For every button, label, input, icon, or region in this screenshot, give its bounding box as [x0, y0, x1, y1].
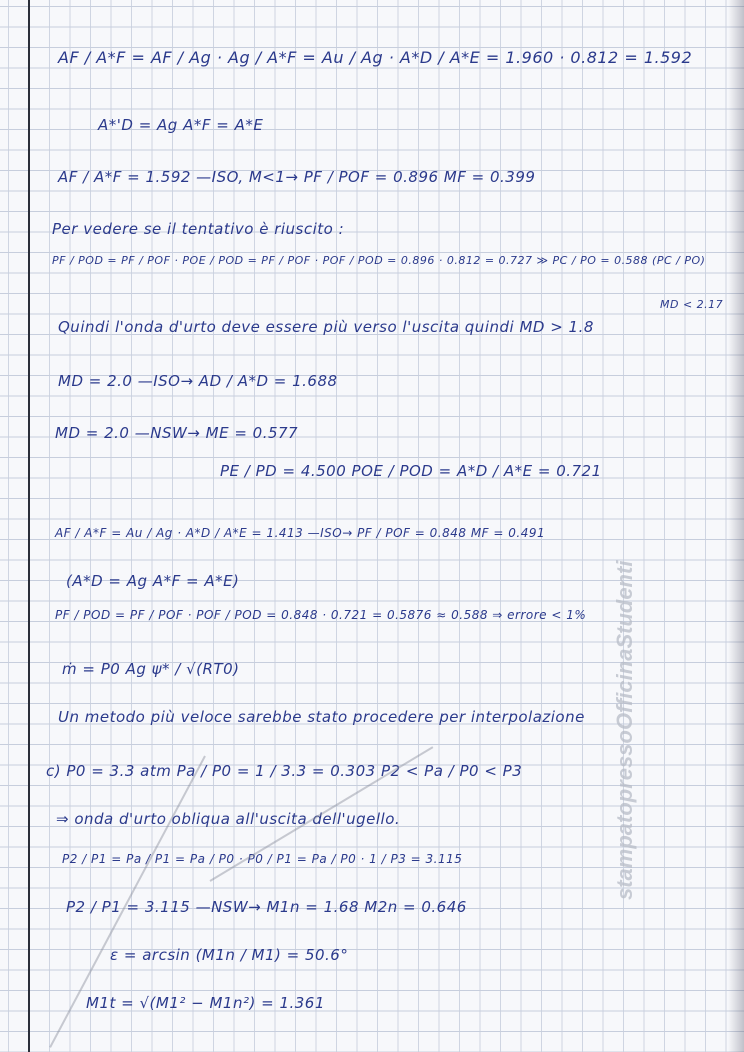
- note-line: Un metodo più veloce sarebbe stato procedere per interpolazione: [58, 708, 585, 726]
- note-line: ⇒ onda d'urto obliqua all'uscita dell'ugello.: [56, 810, 401, 828]
- note-line: ε = arcsin (M1n / M1) = 50.6°: [110, 946, 349, 964]
- note-line: MD = 2.0 —ISO→ AD / A*D = 1.688: [58, 372, 338, 390]
- note-line: c) P0 = 3.3 atm Pa / P0 = 1 / 3.3 = 0.303 P2 < Pa / P0 < P3: [46, 762, 523, 780]
- note-line: P2 / P1 = Pa / P1 = Pa / P0 · P0 / P1 = Pa / P0 · 1 / P3 = 3.115: [62, 852, 463, 866]
- note-line: AF / A*F = 1.592 —ISO, M<1→ PF / POF = 0.896 MF = 0.399: [58, 168, 536, 186]
- note-line: AF / A*F = Au / Ag · A*D / A*E = 1.413 —ISO→ PF / POF = 0.848 MF = 0.491: [55, 526, 546, 540]
- note-line: PE / PD = 4.500 POE / POD = A*D / A*E = 0.721: [220, 462, 602, 480]
- watermark: stampatopressoOfficinaStudenti: [612, 560, 637, 900]
- note-line: AF / A*F = AF / Ag · Ag / A*F = Au / Ag · A*D / A*E = 1.960 · 0.812 = 1.592: [58, 48, 693, 67]
- note-line: A*'D = Ag A*F = A*E: [98, 116, 264, 134]
- note-line: Per vedere se il tentativo è riuscito :: [52, 220, 345, 238]
- note-line: M1t = √(M1² − M1n²) = 1.361: [86, 994, 325, 1012]
- note-line: PF / POD = PF / POF · POF / POD = 0.848 · 0.721 = 0.5876 ≈ 0.588 ⇒ errore < 1%: [55, 608, 587, 622]
- page-edge: [728, 0, 744, 1052]
- note-line: MD < 2.17: [660, 298, 724, 311]
- note-line: ṁ = P0 Ag ψ* / √(RT0): [62, 660, 240, 678]
- note-line: PF / POD = PF / POF · POE / POD = PF / POF · POF / POD = 0.896 · 0.812 = 0.727 ≫ PC / PO = 0.588 (PC / PO): [52, 254, 706, 267]
- note-line: Quindi l'onda d'urto deve essere più verso l'uscita quindi MD > 1.8: [58, 318, 594, 336]
- note-line: (A*D = Ag A*F = A*E): [66, 572, 240, 590]
- note-line: MD = 2.0 —NSW→ ME = 0.577: [55, 424, 299, 442]
- note-line: P2 / P1 = 3.115 —NSW→ M1n = 1.68 M2n = 0.646: [66, 898, 467, 916]
- margin-line: [28, 0, 30, 1052]
